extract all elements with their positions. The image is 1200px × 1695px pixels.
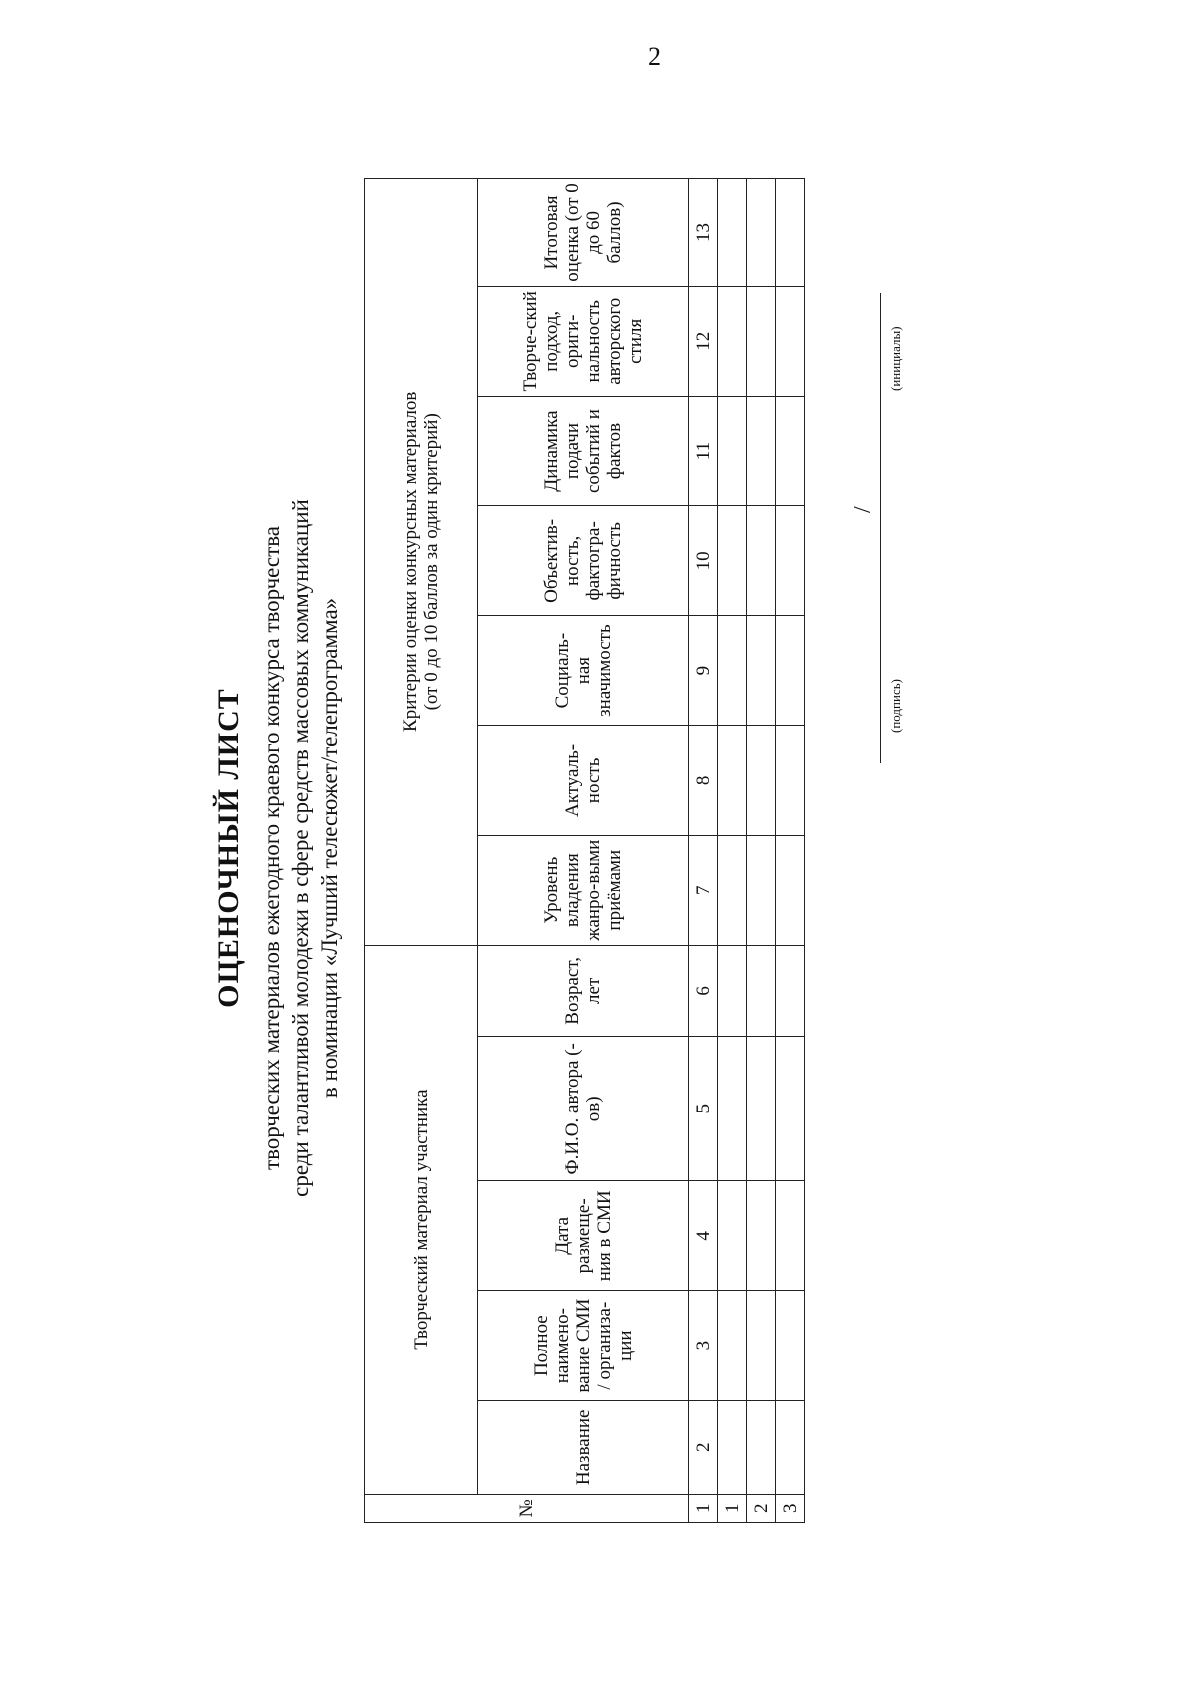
table-cell[interactable] [747,726,776,836]
page-title: ОЦЕНОЧНЫЙ ЛИСТ [212,688,245,1008]
column-number: 5 [689,1037,718,1181]
header-author: Ф.И.О. автора (-ов) [478,1037,689,1181]
table-cell[interactable] [747,286,776,396]
header-group-criteria [365,179,478,946]
table-cell[interactable] [718,616,747,726]
table-cell[interactable] [776,616,805,726]
table-cell[interactable] [776,179,805,287]
table-cell[interactable] [776,835,805,945]
table-cell[interactable] [747,506,776,616]
table-cell[interactable] [776,1401,805,1495]
header-total-score: Итоговая оценка (от 0 до 60 баллов) [478,179,689,287]
table-cell[interactable] [747,616,776,726]
header-row [478,179,689,1523]
initials-label: (инициалы) [888,326,903,391]
header-dynamics: Динамика подачи событий и фактов [478,396,689,506]
table-cell[interactable] [747,1037,776,1181]
subtitle-line-3: в номинации «Лучший телесюжет/телепрограмма» [317,597,342,1099]
table-cell[interactable] [776,1181,805,1291]
column-number: 6 [689,945,718,1037]
table-cell[interactable] [776,506,805,616]
table-cell[interactable] [718,1401,747,1495]
header-publish-date: Дата размеще-ния в СМИ [478,1181,689,1291]
table-cell[interactable] [718,1181,747,1291]
table-cell[interactable] [718,179,747,287]
header-media-name: Полное наимено-вание СМИ / организа-ции [478,1291,689,1401]
column-number-row [689,179,718,1523]
header-name: Название [478,1401,689,1495]
table-row [747,179,776,1523]
table-cell[interactable] [747,1401,776,1495]
table-cell[interactable] [776,1037,805,1181]
header-relevance: Актуаль-ность [478,726,689,836]
row-number: 3 [776,1494,805,1522]
table-cell[interactable] [776,1291,805,1401]
signature-label: (подпись) [888,679,903,733]
header-genre-mastery: Уровень владения жанро-выми приёмами [478,835,689,945]
signature-line [880,293,881,763]
column-number: 4 [689,1181,718,1291]
row-number: 2 [747,1494,776,1522]
table-cell[interactable] [718,286,747,396]
page-number: 2 [648,42,661,71]
criteria-title: Критерии оценки конкурсных материалов [400,391,421,732]
table-cell[interactable] [747,179,776,287]
table-cell[interactable] [776,286,805,396]
header-social-significance: Социаль-ная значимость [478,616,689,726]
table-cell[interactable] [747,1291,776,1401]
header-creativity: Творче-ский подход, ориги-нальность авторского стиля [478,286,689,396]
subtitle-line-1: творческих материалов ежегодного краевого конкурса творчества [259,526,284,1170]
table-cell[interactable] [776,945,805,1037]
score-table [364,178,805,1523]
table-cell[interactable] [776,396,805,506]
table-cell[interactable] [747,396,776,506]
table-cell[interactable] [718,835,747,945]
header-group-row [365,179,478,1523]
column-number: 12 [689,286,718,396]
column-number: 8 [689,726,718,836]
criteria-range: (от 0 до 10 баллов за один критерий) [421,413,442,711]
table-row [776,179,805,1523]
row-number: 1 [718,1494,747,1522]
table-cell[interactable] [718,1291,747,1401]
table-cell[interactable] [718,1037,747,1181]
header-number: № [365,1494,689,1522]
signature-separator: / [850,506,876,513]
table-cell[interactable] [747,1181,776,1291]
table-cell[interactable] [747,945,776,1037]
assessment-sheet [170,73,1030,1623]
column-number: 7 [689,835,718,945]
column-number: 1 [689,1494,718,1522]
column-number: 3 [689,1291,718,1401]
column-number: 13 [689,179,718,287]
header-age: Возраст, лет [478,945,689,1037]
column-number: 9 [689,616,718,726]
table-cell[interactable] [718,396,747,506]
table-cell[interactable] [718,506,747,616]
table-cell[interactable] [776,726,805,836]
table-cell[interactable] [747,835,776,945]
column-number: 2 [689,1401,718,1495]
subtitle-line-2: среди талантливой молодежи в сфере средств массовых коммуникаций [288,499,313,1197]
table-cell[interactable] [718,945,747,1037]
column-number: 10 [689,506,718,616]
header-objectivity: Объектив-ность, фактогра-фичность [478,506,689,616]
column-number: 11 [689,396,718,506]
table-cell[interactable] [718,726,747,836]
table-row [718,179,747,1523]
header-group-participant: Творческий материал участника [365,945,478,1494]
